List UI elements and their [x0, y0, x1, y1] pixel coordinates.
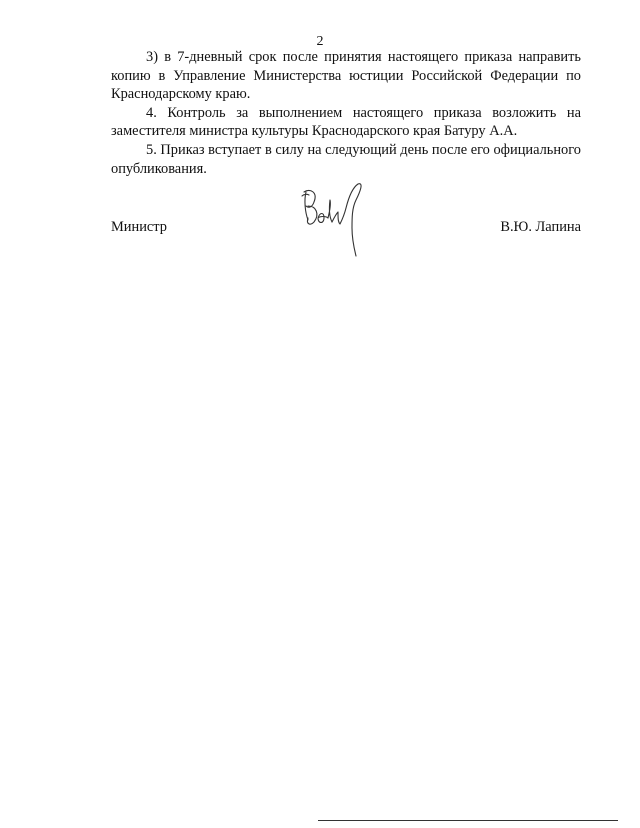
paragraph-item-4: 4. Контроль за выполнением настоящего приказа возложить на заместителя министра культуры Краснодарского края Батуру А.А.	[111, 104, 581, 140]
handwritten-signature	[296, 178, 376, 258]
document-body	[111, 48, 581, 178]
paragraph-item-3: 3) в 7-дневный срок после принятия настоящего приказа направить копию в Управление Министерства юстиции Российской Федерации по Краснодарскому краю.	[111, 49, 581, 103]
signer-name: В.Ю. Лапина	[500, 219, 581, 235]
signer-title: Министр	[111, 219, 167, 235]
paragraph-item-5: 5. Приказ вступает в силу на следующий день после его официального опубликования.	[111, 141, 581, 177]
page-number: 2	[316, 34, 324, 49]
footer-rule	[318, 820, 618, 821]
